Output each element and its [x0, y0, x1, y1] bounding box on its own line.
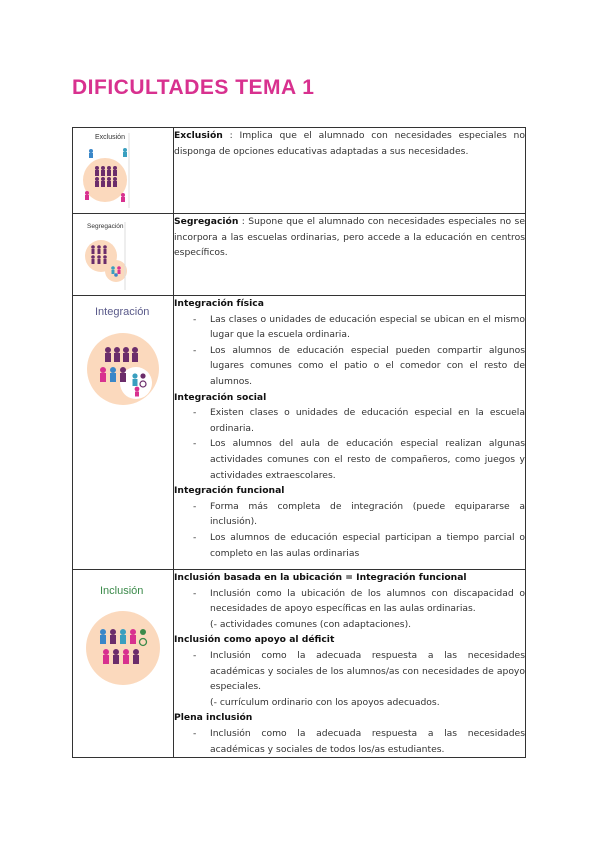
inclusion-support-heading: Inclusión como apoyo al déficit [174, 634, 335, 646]
list-item: - Los alumnos de educación especial pueden compartir algunos lugares comunes como el patio o el comedor con el resto de alumnos. [210, 343, 525, 390]
image-cell [73, 296, 174, 570]
image-cell [73, 128, 174, 214]
table-row-segregation [73, 214, 526, 296]
segregation-image-label: Segregación [87, 223, 124, 230]
list-item: - Existen clases o unidades de educación especial en la escuela ordinaria. [210, 405, 525, 436]
full-inclusion-heading: Plena inclusión [174, 712, 253, 724]
inclusion-support-list [174, 648, 525, 695]
inclusion-image-label: Inclusión [100, 585, 144, 597]
exclusion-definition [174, 128, 526, 214]
image-cell [73, 214, 174, 296]
full-inclusion-list [174, 726, 525, 757]
inclusion-illustration [73, 570, 173, 757]
exclusion-image-label: Exclusión [95, 134, 125, 141]
exclusion-term: Exclusión [174, 130, 223, 141]
inclusion-support-note: (- currículum ordinario con los apoyos adecuados. [210, 696, 440, 708]
segregation-definition [174, 214, 526, 296]
segregation-text: : Supone que el alumnado con necesidades especiales no se incorpora a las escuelas ordinarias, pero accede a la educación en centros específicos. [174, 216, 525, 259]
list-item: - Forma más completa de integración (puede equipararse a inclusión). [210, 499, 525, 530]
page-title: DIFICULTADES TEMA 1 [72, 76, 315, 99]
inclusion-location-heading: Inclusión basada en la ubicación = Integración funcional [174, 572, 467, 583]
concepts-table [72, 127, 526, 758]
integration-social-heading: Integración social [174, 391, 267, 403]
inclusion-content [174, 570, 526, 758]
list-item: - Inclusión como la adecuada respuesta a las necesidades académicas y sociales de todos los/as estudiantes. [210, 726, 525, 757]
list-item: - Los alumnos de educación especial participan a tiempo parcial o completo en las aulas ordinarias [210, 530, 525, 561]
exclusion-text: : Implica que el alumnado con necesidades especiales no disponga de opciones educativas adaptadas a sus necesidades. [174, 130, 526, 157]
list-item: - Inclusión como la ubicación de los alumnos con discapacidad o necesidades de apoyo específicas en las aulas ordinarias. [210, 586, 525, 617]
integration-physical-heading: Integración física [174, 298, 264, 309]
inclusion-location-list [174, 586, 525, 617]
segregation-term: Segregación [174, 216, 239, 227]
integration-people-icon [73, 296, 173, 569]
table-row-integration [73, 296, 526, 570]
integration-illustration [73, 296, 173, 569]
list-item: - Inclusión como la adecuada respuesta a las necesidades académicas y sociales de los alumnos/as con necesidades de apoyo especiales. [210, 648, 525, 695]
integration-physical-list [174, 312, 525, 390]
table-row-inclusion [73, 570, 526, 758]
exclusion-illustration [73, 128, 173, 213]
segregation-illustration [73, 214, 173, 295]
image-cell [73, 570, 174, 758]
integration-image-label: Integración [95, 306, 150, 318]
integration-content [174, 296, 526, 570]
integration-functional-heading: Integración funcional [174, 485, 285, 497]
table-row-exclusion [73, 128, 526, 214]
inclusion-location-note: (- actividades comunes (con adaptaciones). [210, 618, 412, 630]
integration-functional-list [174, 499, 525, 561]
list-item: - Los alumnos del aula de educación especial realizan algunas actividades comunes con el resto de compañeros, como juegos y actividades extraescolares. [210, 436, 525, 483]
integration-social-list [174, 405, 525, 483]
list-item: - Las clases o unidades de educación especial se ubican en el mismo lugar que la escuela ordinaria. [210, 312, 525, 343]
